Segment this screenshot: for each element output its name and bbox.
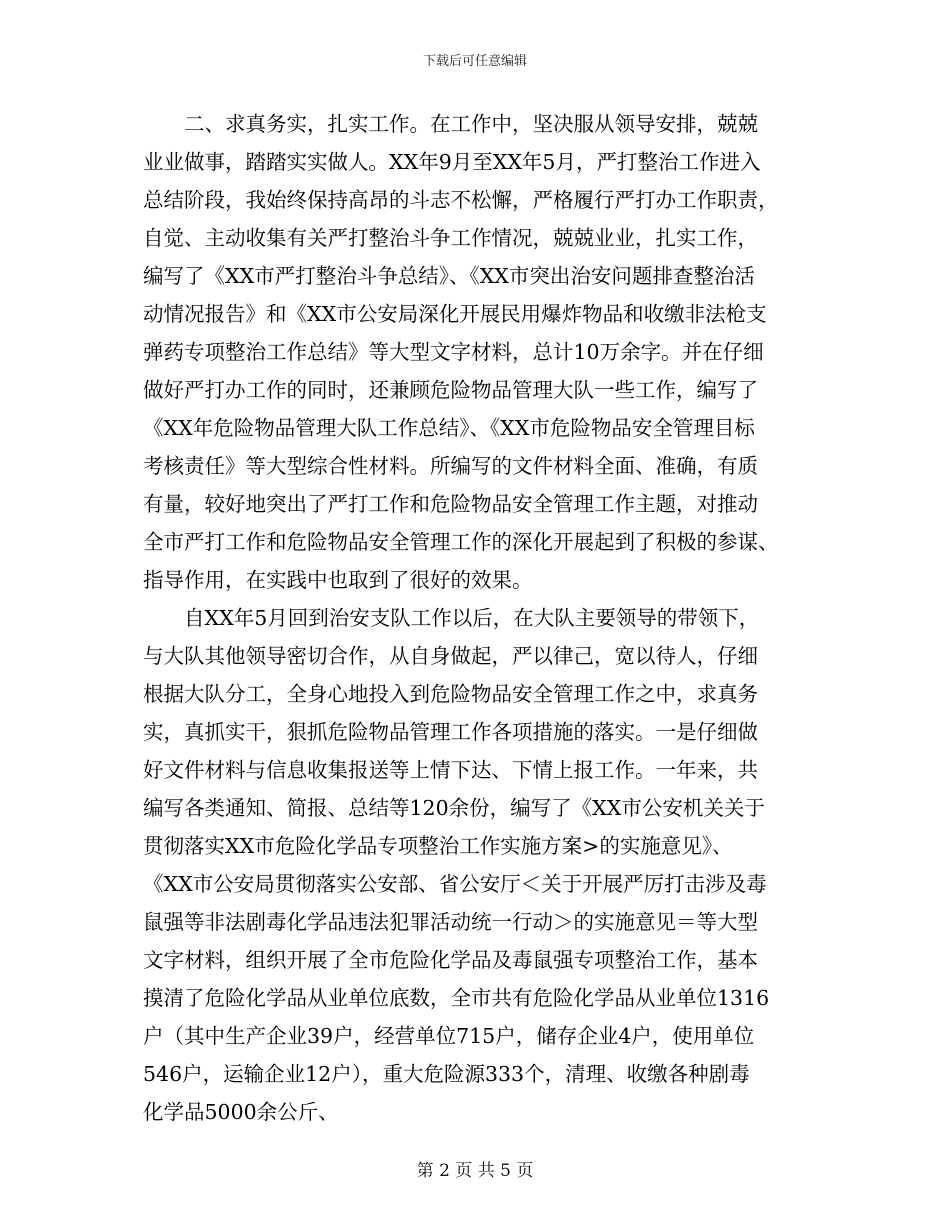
text-line: 鼠强等非法剧毒化学品违法犯罪活动统一行动＞的实施意见＝等大型	[143, 910, 758, 934]
text-line: 总结阶段，我始终保持高昂的斗志不松懈，严格履行严打办工作职责，	[143, 188, 779, 212]
text-line: 二、求真务实，扎实工作。在工作中，坚决服从领导安排，兢兢	[184, 112, 758, 136]
text-line: 好文件材料与信息收集报送等上情下达、下情上报工作。一年来，共	[143, 758, 758, 782]
document-body	[143, 105, 815, 1131]
text-line: 考核责任》等大型综合性材料。所编写的文件材料全面、准确，有质	[143, 454, 758, 478]
text-line: 业业做事，踏踏实实做人。XX年9月至XX年5月，严打整治工作进入	[143, 150, 761, 174]
text-line: 编写了《XX市严打整治斗争总结》、《XX市突出治安问题排查整治活	[143, 264, 755, 288]
text-line: 做好严打办工作的同时，还兼顾危险物品管理大队一些工作，编写了	[143, 378, 758, 402]
text-line: 弹药专项整治工作总结》等大型文字材料，总计10万余字。并在仔细	[143, 340, 764, 364]
text-line: 根据大队分工，全身心地投入到危险物品安全管理工作之中，求真务	[143, 682, 758, 706]
text-line: 自XX年5月回到治安支队工作以后，在大队主要领导的带领下，	[184, 606, 760, 630]
text-line: 编写各类通知、简报、总结等120余份，编写了《XX市公安机关关于	[143, 796, 765, 820]
text-line: 指导作用，在实践中也取到了很好的效果。	[143, 568, 533, 592]
text-line: 全市严打工作和危险物品安全管理工作的深化开展起到了积极的参谋、	[143, 530, 779, 554]
text-line: 自觉、主动收集有关严打整治斗争工作情况，兢兢业业，扎实工作，	[143, 226, 758, 250]
text-line: 实，真抓实干，狠抓危险物品管理工作各项措施的落实。一是仔细做	[143, 720, 758, 744]
text-line: 546户，运输企业12户），重大危险源333个，清理、收缴各种剧毒	[143, 1062, 750, 1086]
page-number-footer: 第 2 页 共 5 页	[416, 1161, 534, 1181]
text-line: 与大队其他领导密切合作，从自身做起，严以律己，宽以待人，仔细	[143, 644, 758, 668]
paragraph-2	[143, 599, 815, 1131]
text-line: 户（其中生产企业39户，经营单位715户，储存企业4户，使用单位	[143, 1024, 755, 1048]
text-line: 摸清了危险化学品从业单位底数，全市共有危险化学品从业单位1316	[143, 986, 770, 1010]
text-line: 有量，较好地突出了严打工作和危险物品安全管理工作主题，对推动	[143, 492, 758, 516]
text-line: 《XX年危险物品管理大队工作总结》、《XX市危险物品安全管理目标	[143, 416, 755, 440]
text-line: 化学品5000余公斤、	[143, 1100, 339, 1124]
paragraph-1	[143, 105, 815, 599]
text-line: 贯彻落实XX市危险化学品专项整治工作实施方案>的实施意见》、	[143, 834, 733, 858]
text-line: 《XX市公安局贯彻落实公安部、省公安厅＜关于开展严厉打击涉及毒	[143, 872, 767, 896]
text-line: 动情况报告》和《XX市公安局深化开展民用爆炸物品和收缴非法枪支	[143, 302, 767, 326]
page-header: 下载后可任意编辑	[422, 54, 527, 69]
text-line: 文字材料，组织开展了全市危险化学品及毒鼠强专项整治工作，基本	[143, 948, 758, 972]
